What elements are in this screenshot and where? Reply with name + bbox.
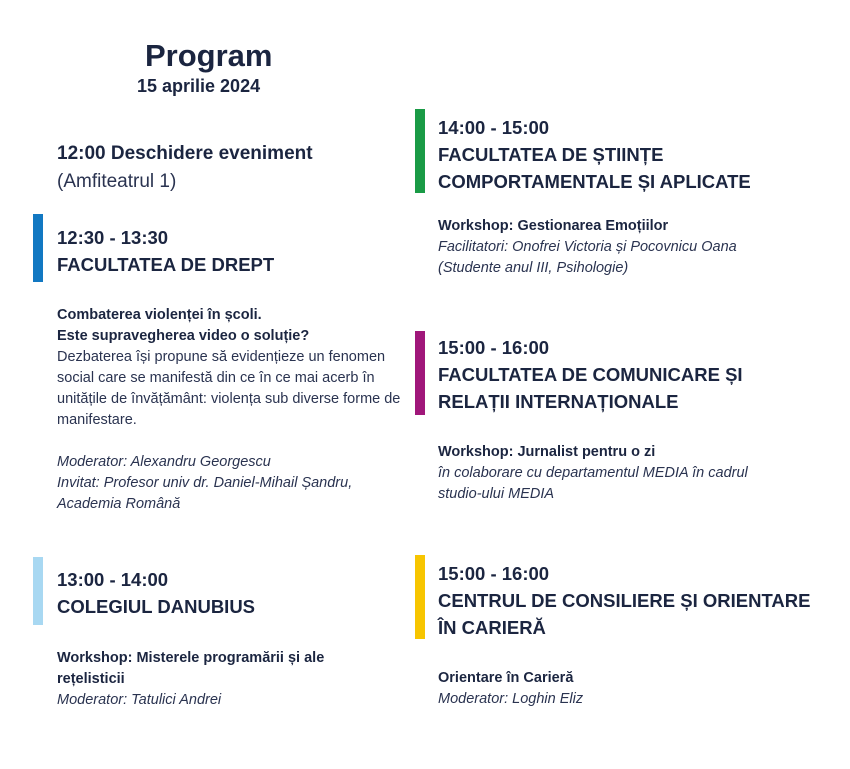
session-consiliere-details — [438, 668, 778, 710]
session-danubius-time: 13:00 - 14:00 — [57, 569, 169, 590]
session-drept-topic-line1: Combaterea violenței în școli. — [57, 307, 262, 323]
session-comunicare-details — [438, 442, 783, 505]
opening-title: 12:00 Deschidere eveniment — [57, 143, 313, 164]
session-stiinte-details — [438, 216, 778, 279]
opening-place: (Amfiteatrul 1) — [57, 171, 177, 192]
session-consiliere-time: 15:00 - 16:00 — [438, 563, 550, 584]
session-consiliere-heading — [438, 560, 810, 641]
session-danubius-heading — [57, 566, 255, 620]
session-comunicare-name-line1: FACULTATEA DE COMUNICARE ȘI — [438, 364, 743, 385]
session-stiinte-color-bar — [415, 109, 425, 193]
session-drept-guest: Invitat: Profesor univ dr. Daniel-Mihail Șandru, Academia Română — [57, 475, 353, 512]
session-stiinte-time: 14:00 - 15:00 — [438, 117, 550, 138]
session-comunicare-name-line2: RELAȚII INTERNAȚIONALE — [438, 391, 679, 412]
session-comunicare-heading — [438, 334, 743, 415]
page-title: Program — [145, 38, 273, 73]
spacer — [57, 431, 402, 452]
session-comunicare-workshop: Workshop: Jurnalist pentru o zi — [438, 444, 656, 460]
session-comunicare-time: 15:00 - 16:00 — [438, 337, 550, 358]
session-drept-name: FACULTATEA DE DREPT — [57, 254, 275, 275]
session-comunicare-note: în colaborare cu departamentul MEDIA în cadrul studio-ului MEDIA — [438, 465, 748, 502]
session-consiliere-workshop: Orientare în Carieră — [438, 670, 574, 686]
session-stiinte-facilitators: Facilitatori: Onofrei Victoria și Pocovnicu Oana (Studente anul III, Psihologie) — [438, 239, 737, 276]
session-drept-time: 12:30 - 13:30 — [57, 227, 169, 248]
session-stiinte-name-line1: FACULTATEA DE ȘTIINȚE — [438, 144, 664, 165]
session-consiliere-moderator: Moderator: Loghin Eliz — [438, 691, 584, 707]
session-stiinte-workshop: Workshop: Gestionarea Emoțiilor — [438, 218, 669, 234]
event-date: 15 aprilie 2024 — [137, 76, 261, 96]
session-stiinte-heading — [438, 114, 751, 195]
session-danubius-workshop: Workshop: Misterele programării și ale rețelisticii — [57, 650, 325, 687]
session-consiliere-name-line2: ÎN CARIERĂ — [438, 617, 546, 638]
session-drept-moderator: Moderator: Alexandru Georgescu — [57, 454, 271, 470]
session-drept-color-bar — [33, 214, 43, 282]
session-comunicare-color-bar — [415, 331, 425, 415]
session-stiinte-name-line2: COMPORTAMENTALE ȘI APLICATE — [438, 171, 751, 192]
session-danubius-color-bar — [33, 557, 43, 625]
session-drept-details — [57, 305, 402, 515]
session-danubius-details — [57, 648, 357, 711]
session-drept-description: Dezbaterea își propune să evidențieze un fenomen social care se manifestă din ce în ce mai acerb în unitățile de învățământ: violența sub diverse forme de manifestare. — [57, 349, 401, 428]
session-consiliere-name-line1: CENTRUL DE CONSILIERE ȘI ORIENTARE — [438, 590, 811, 611]
session-drept-heading — [57, 224, 274, 278]
session-consiliere-color-bar — [415, 555, 425, 639]
session-drept-topic-line2: Este supravegherea video o soluție? — [57, 328, 310, 344]
session-danubius-name: COLEGIUL DANUBIUS — [57, 596, 256, 617]
session-danubius-moderator: Moderator: Tatulici Andrei — [57, 692, 222, 708]
